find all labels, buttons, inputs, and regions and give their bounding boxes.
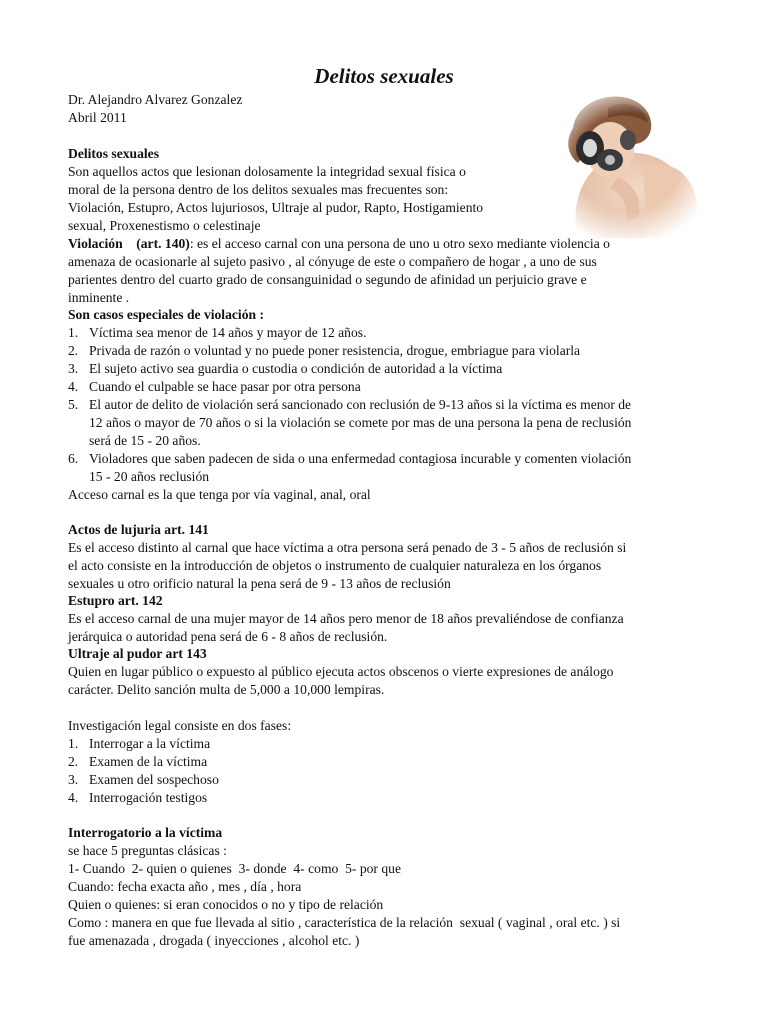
item-text: El sujeto activo sea guardia o custodia o condición de autoridad a la víctima xyxy=(89,361,503,376)
intro-line: moral de la persona dentro de los delitos sexuales mas frecuentes son: xyxy=(68,182,449,197)
interrogatorio-heading: Interrogatorio a la víctima xyxy=(68,825,223,840)
interrogatorio-line: Cuando: fecha exacta año , mes , día , hora xyxy=(68,879,302,894)
item-number: 5. xyxy=(68,397,79,412)
item-text: Víctima sea menor de 14 años y mayor de 12 años. xyxy=(89,325,367,340)
document-title: Delitos sexuales xyxy=(314,64,454,88)
item-number: 2. xyxy=(68,754,79,769)
estupro-heading: Estupro art. 142 xyxy=(68,593,163,608)
intro-heading: Delitos sexuales xyxy=(68,146,159,161)
violacion-label: Violación (art. 140) xyxy=(68,236,190,251)
item-text: Examen de la víctima xyxy=(89,754,208,769)
lujuria-heading: Actos de lujuria art. 141 xyxy=(68,522,209,537)
date: Abril 2011 xyxy=(68,110,127,125)
ultraje-line: Quien en lugar público o expuesto al público ejecuta actos obscenos o vierte expresiones de análogo xyxy=(68,664,614,679)
investigacion-item xyxy=(68,771,219,789)
casos-item xyxy=(68,378,361,396)
violacion-line: parientes dentro del cuarto grado de consanguinidad o segundo de afinidad un perjuicio grave e xyxy=(68,272,587,287)
interrogatorio-line: se hace 5 preguntas clásicas : xyxy=(68,843,227,858)
intro-line: Son aquellos actos que lesionan dolosamente la integridad sexual física o xyxy=(68,164,466,179)
item-number: 3. xyxy=(68,361,79,376)
item-number: 3. xyxy=(68,772,79,787)
interrogatorio-line: fue amenazada , drogada ( inyecciones , alcohol etc. ) xyxy=(68,933,360,948)
investigacion-intro: Investigación legal consiste en dos fases: xyxy=(68,718,292,733)
item-text: Interrogación testigos xyxy=(89,790,208,805)
item-continuation: 12 años o mayor de 70 años o si la violación se comete por mas de una persona la pena de reclusión xyxy=(89,415,632,430)
item-text: Violadores que saben padecen de sida o una enfermedad contagiosa incurable y comenten violación xyxy=(89,451,632,466)
item-number: 2. xyxy=(68,343,79,358)
ultraje-line: carácter. Delito sanción multa de 5,000 a 10,000 lempiras. xyxy=(68,682,385,697)
violacion-line: amenaza de ocasionarle al sujeto pasivo , al cónyuge de este o compañero de hogar , a uno de sus xyxy=(68,254,597,269)
item-continuation: 15 - 20 años reclusión xyxy=(89,469,210,484)
intro-line: Violación, Estupro, Actos lujuriosos, Ultraje al pudor, Rapto, Hostigamiento xyxy=(68,200,484,215)
violacion-line: inminente . xyxy=(68,290,130,305)
ultraje-heading: Ultraje al pudor art 143 xyxy=(68,646,207,661)
casos-item xyxy=(68,342,580,360)
violacion-line xyxy=(68,235,610,253)
casos-item xyxy=(68,360,502,378)
estupro-line: jerárquica o autoridad pena será de 6 - 8 años de reclusión. xyxy=(68,629,388,644)
estupro-line: Es el acceso carnal de una mujer mayor de 14 años pero menor de 18 años prevaliéndose de confianza xyxy=(68,611,624,626)
lujuria-line: sexuales u otro orificio natural la pena será de 9 - 13 años de reclusión xyxy=(68,576,451,591)
item-text: Examen del sospechoso xyxy=(89,772,219,787)
item-number: 6. xyxy=(68,451,79,466)
casos-heading: Son casos especiales de violación : xyxy=(68,307,264,322)
interrogatorio-line: Como : manera en que fue llevada al sitio , característica de la relación sexual ( vaginal , oral etc. ) si xyxy=(68,915,621,930)
item-number: 1. xyxy=(68,325,79,340)
interrogatorio-line: 1- Cuando 2- quien o quienes 3- donde 4- como 5- por que xyxy=(68,861,401,876)
investigacion-item xyxy=(68,735,210,753)
casos-item xyxy=(68,396,631,414)
interrogatorio-line: Quien o quienes: si eran conocidos o no y tipo de relación xyxy=(68,897,384,912)
casos-item xyxy=(68,450,631,468)
item-text: El autor de delito de violación será sancionado con reclusión de 9-13 años si la víctima es menor de xyxy=(89,397,632,412)
item-number: 4. xyxy=(68,790,79,805)
casos-footer: Acceso carnal es la que tenga por vía vaginal, anal, oral xyxy=(68,487,371,502)
author: Dr. Alejandro Alvarez Gonzalez xyxy=(68,92,243,107)
lujuria-line: Es el acceso distinto al carnal que hace víctima a otra persona será penado de 3 - 5 años de reclusión si xyxy=(68,540,627,555)
casos-item xyxy=(68,324,366,342)
item-number: 4. xyxy=(68,379,79,394)
illustration-photo xyxy=(548,88,708,238)
item-continuation: será de 15 - 20 años. xyxy=(89,433,201,448)
item-text: Cuando el culpable se hace pasar por otra persona xyxy=(89,379,361,394)
item-number: 1. xyxy=(68,736,79,751)
violacion-text: : es el acceso carnal con una persona de uno u otro sexo mediante violencia o xyxy=(189,236,610,251)
lujuria-line: el acto consiste en la introducción de objetos o instrumento de cualquier naturaleza en los órganos xyxy=(68,558,602,573)
investigacion-item xyxy=(68,753,207,771)
item-text: Interrogar a la víctima xyxy=(89,736,211,751)
intro-line: sexual, Proxenestismo o celestinaje xyxy=(68,218,261,233)
investigacion-item xyxy=(68,789,207,807)
item-text: Privada de razón o voluntad y no puede poner resistencia, drogue, embriague para violarla xyxy=(89,343,581,358)
